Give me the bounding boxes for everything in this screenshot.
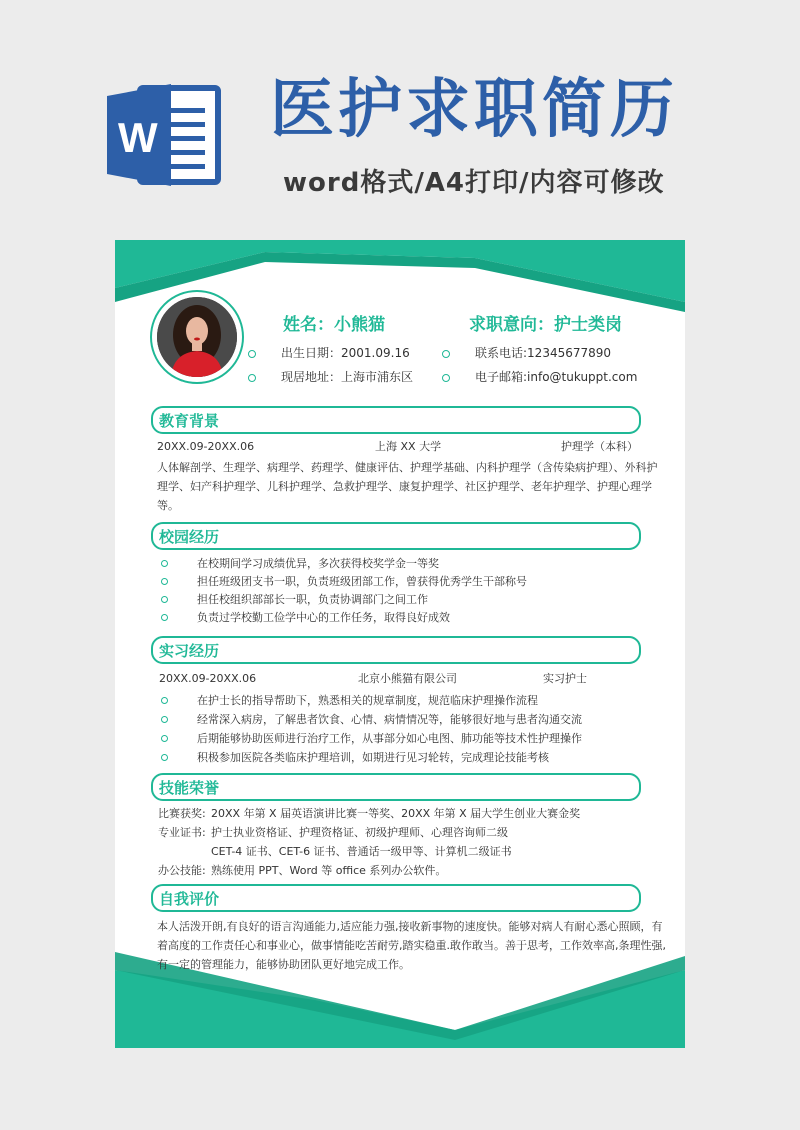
avatar-frame: [150, 290, 244, 384]
bullet-icon: [161, 697, 168, 704]
certs-value: 护士执业资格证、护理资格证、初级护理师、心理咨询师二级: [211, 826, 508, 839]
section-title: 校园经历: [159, 528, 220, 546]
section-title: 实习经历: [159, 642, 220, 660]
birth-date: 出生日期：2001.09.16: [281, 346, 410, 360]
certs-label: 专业证书:: [158, 826, 206, 839]
banner-subtitle: word格式/A4打印/内容可修改: [283, 168, 665, 198]
section-title: 技能荣誉: [159, 779, 220, 797]
list-item: 后期能够协助医师进行治疗工作，从事部分如心电图、肺功能等技术性护理操作: [197, 732, 582, 745]
bullet-icon: [161, 716, 168, 723]
section-title: 自我评价: [159, 890, 220, 908]
list-item: 负责过学校勤工俭学中心的工作任务，取得良好成效: [197, 611, 450, 624]
internship-period: 20XX.09-20XX.06: [159, 672, 257, 685]
resume-page: [115, 240, 685, 1048]
word-document-icon: [105, 80, 225, 190]
list-item: 担任班级团支书一职，负责班级团部工作，曾获得优秀学生干部称号: [197, 575, 527, 588]
education-school: 上海 XX 大学: [375, 440, 442, 453]
bullet-icon: [161, 578, 168, 585]
self-eval-line: 有一定的管理能力，能够协助团队更好地完成工作。: [157, 958, 410, 971]
section-internship-header: [151, 636, 641, 664]
courses-line: 人体解剖学、生理学、病理学、药理学、健康评估、护理学基础、内科护理学（含传染病护理）、外科护: [157, 461, 658, 474]
self-eval-line: 着高度的工作责任心和事业心，做事情能吃苦耐劳,踏实稳重.敢作敢当。善于思考，工作效率高,条理性强,: [157, 939, 666, 952]
education-period: 20XX.09-20XX.06: [157, 440, 255, 453]
bullet-icon: [248, 350, 256, 358]
internship-company: 北京小熊猫有限公司: [358, 672, 457, 685]
list-item: 在护士长的指导帮助下，熟悉相关的规章制度，规范临床护理操作流程: [197, 694, 538, 707]
internship-role: 实习护士: [543, 672, 587, 685]
awards-label: 比赛获奖:: [158, 807, 206, 820]
bullet-icon: [161, 560, 168, 567]
list-item: 积极参加医院各类临床护理培训，如期进行见习轮转，完成理论技能考核: [197, 751, 549, 764]
education-courses: [157, 458, 657, 515]
bullet-icon: [161, 735, 168, 742]
self-eval-line: 本人活泼开朗,有良好的语言沟通能力,适应能力强,接收新事物的速度快。能够对病人有耐心悉心照顾，有: [157, 920, 663, 933]
office-value: 熟练使用 PPT、Word 等 office 系列办公软件。: [211, 864, 447, 877]
section-title: 教育背景: [159, 412, 220, 430]
bullet-icon: [442, 350, 450, 358]
avatar: [157, 297, 237, 377]
bullet-icon: [248, 374, 256, 382]
education-major: 护理学（本科）: [561, 440, 638, 453]
awards-value: 20XX 年第 X 届英语演讲比赛一等奖、20XX 年第 X 届大学生创业大赛金奖: [211, 807, 581, 820]
email: 电子邮箱:info@tukuppt.com: [475, 370, 638, 384]
bullet-icon: [161, 596, 168, 603]
name-line: [283, 310, 385, 335]
bullet-icon: [161, 614, 168, 621]
section-skills-header: [151, 773, 641, 801]
list-item: 担任校组织部部长一职，负责协调部门之间工作: [197, 593, 428, 606]
certs-value: CET-4 证书、CET-6 证书、普通话一级甲等、计算机二级证书: [211, 845, 512, 858]
bullet-icon: [442, 374, 450, 382]
section-self-eval-header: [151, 884, 641, 912]
name-label: 姓名：: [283, 315, 334, 335]
bullet-icon: [161, 754, 168, 761]
list-item: 在校期间学习成绩优异，多次获得校奖学金一等奖: [197, 557, 439, 570]
name-value: 小熊猫: [334, 315, 385, 335]
courses-line: 理学、妇产科护理学、儿科护理学、急救护理学、康复护理学、社区护理学、老年护理学、护理心理学: [157, 480, 652, 493]
svg-text:W: W: [118, 114, 158, 161]
phone: 联系电话:12345677890: [475, 346, 612, 360]
section-education-header: [151, 406, 641, 434]
office-label: 办公技能:: [158, 864, 206, 877]
list-item: 经常深入病房，了解患者饮食、心情、病情情况等，能够很好地与患者沟通交流: [197, 713, 582, 726]
section-campus-header: [151, 522, 641, 550]
intent-line: [469, 310, 622, 335]
intent-value: 护士类岗: [554, 315, 622, 335]
banner-title: 医护求职简历: [270, 73, 678, 147]
self-eval-text: [157, 917, 677, 974]
courses-line: 等。: [157, 499, 179, 512]
intent-label: 求职意向：: [469, 315, 554, 335]
address: 现居地址：上海市浦东区: [281, 370, 414, 384]
